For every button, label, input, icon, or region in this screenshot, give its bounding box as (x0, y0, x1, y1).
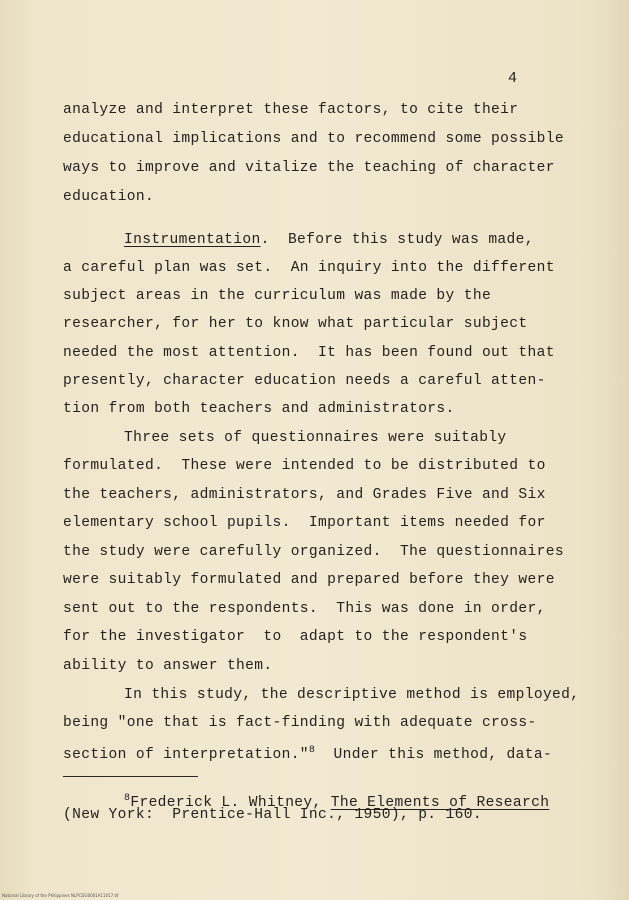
body-line: Under this method, data- (333, 747, 553, 763)
footnote-book-title: The Elements of Research (330, 795, 550, 811)
body-line: were suitably formulated and prepared before they were (63, 572, 555, 588)
body-line: the teachers, administrators, and Grades Five and Six (63, 487, 546, 503)
footnote-author: Frederick L. Whitney, (130, 795, 331, 811)
body-line: Three sets of questionnaires were suitably (124, 430, 507, 446)
body-line: for the investigator to adapt to the respondent's (63, 629, 528, 645)
footnote-ref-mark: 8 (308, 745, 316, 756)
footnote-publisher-line: (New York: Prentice-Hall Inc., 1950), p. 160. (63, 807, 482, 823)
heading-period: . (260, 232, 270, 248)
body-line: In this study, the descriptive method is employed, (124, 687, 580, 703)
section-heading-line (124, 231, 534, 249)
body-line: Before this study was made, (287, 232, 534, 248)
body-line: analyze and interpret these factors, to cite their (63, 102, 519, 118)
body-line: presently, character education needs a careful atten- (63, 373, 546, 389)
body-line: education. (63, 189, 155, 205)
body-line: sent out to the respondents. This was done in order, (63, 601, 546, 617)
section-heading: Instrumentation (124, 232, 261, 248)
body-line: ability to answer them. (63, 658, 273, 674)
body-line: ways to improve and vitalize the teaching of character (63, 160, 555, 176)
body-line: formulated. These were intended to be distributed to (63, 458, 546, 474)
body-line: a careful plan was set. An inquiry into the different (63, 260, 555, 276)
body-line: researcher, for her to know what particular subject (63, 316, 528, 332)
body-line: elementary school pupils. Important items needed for (63, 515, 546, 531)
body-line: section of interpretation." (63, 747, 309, 763)
page-number: 4 (508, 70, 518, 87)
footnote-rule (63, 776, 198, 777)
archive-stamp: National Library of the Philippines NLPCDG0001A11017.tif (2, 893, 119, 898)
footnote-number: 8 (124, 793, 131, 804)
body-line: tion from both teachers and administrators. (63, 401, 455, 417)
body-line-with-footnote-ref (63, 742, 552, 764)
body-line: subject areas in the curriculum was made by the (63, 288, 492, 304)
body-line: needed the most attention. It has been found out that (63, 345, 555, 361)
body-line: being "one that is fact-finding with adequate cross- (63, 715, 537, 731)
body-line: the study were carefully organized. The questionnaires (63, 544, 564, 560)
body-line: educational implications and to recommend some possible (63, 131, 564, 147)
